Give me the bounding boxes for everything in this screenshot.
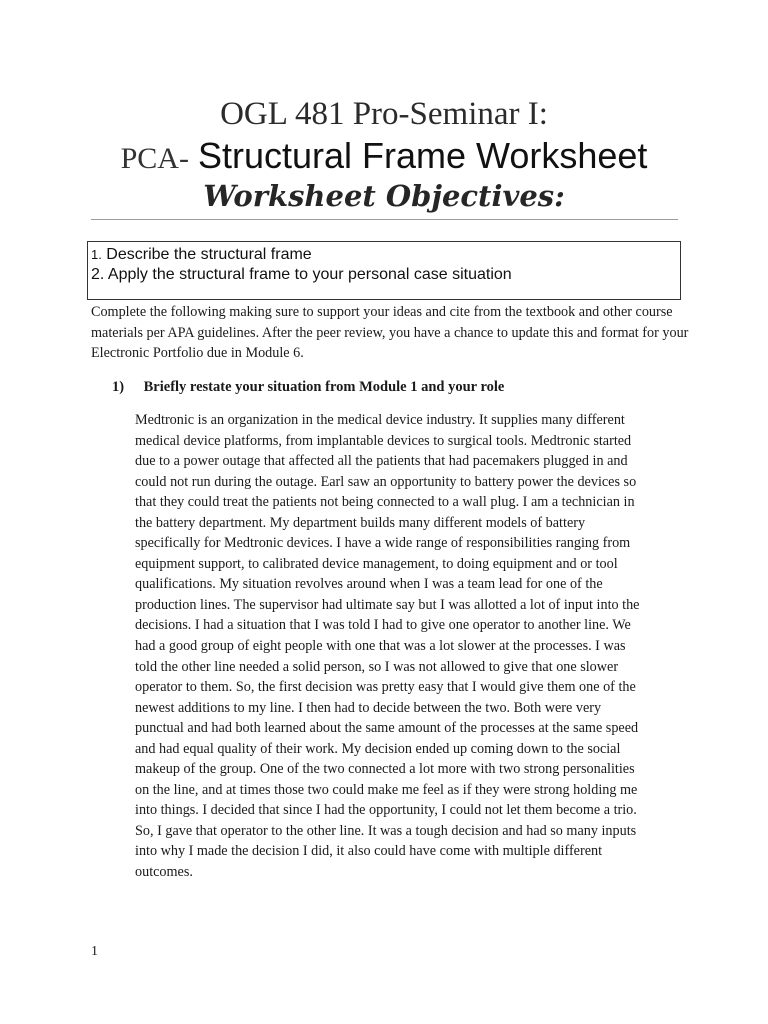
- objective-number: 2.: [91, 266, 105, 283]
- answer-line: into things. I decided that since I had the opportunity, I could not let them become a trio.: [135, 802, 637, 819]
- answer-line: specifically for Medtronic devices. I have a wide range of responsibilities ranging from: [135, 535, 631, 552]
- answer-line: equipment support, to calibrated device management, to doing equipment and or tool: [135, 555, 618, 572]
- answer-line: medical device platforms, from implantable devices to surgical tools. Medtronic started: [135, 432, 632, 449]
- objective-text: Apply the structural frame to your personal case situation: [107, 266, 512, 283]
- answer-line: Medtronic is an organization in the medical device industry. It supplies many different: [135, 412, 625, 428]
- objectives-box: [87, 241, 681, 300]
- objective-item: [91, 265, 680, 285]
- worksheet-title-text: Structural Frame Worksheet: [197, 135, 648, 176]
- answer-paragraph: [135, 410, 675, 883]
- answer-line: production lines. The supervisor had ultimate say but I was allotted a lot of input into the: [135, 596, 640, 613]
- worksheet-title: [0, 136, 768, 179]
- answer-line: operator to them. So, the first decision was pretty easy that I would give them one of the: [135, 679, 636, 696]
- answer-line: due to a power outage that affected all the patients that had pacemakers plugged in and: [135, 453, 628, 470]
- objective-text: Describe the structural frame: [106, 246, 312, 263]
- answer-line: decisions. I had a situation that I was told I had to give one operator to another line. We: [135, 617, 631, 634]
- answer-line: on the line, and at times those two could make me feel as if they were strong holding me: [135, 781, 638, 798]
- course-title: OGL 481 Pro-Seminar I:: [220, 96, 548, 132]
- answer-line: could not run during the outage. Earl saw an opportunity to battery power the devices so: [135, 473, 637, 490]
- objective-number: 1.: [91, 247, 102, 262]
- answer-line: So, I gave that operator to the other line. It was a tough decision and had so many inputs: [135, 822, 637, 839]
- heading-divider: [91, 219, 678, 220]
- answer-line: newest additions to my line. I then had to decide between the two. Both were very: [135, 699, 602, 716]
- answer-line: qualifications. My situation revolves around when I was a team lead for one of the: [135, 576, 603, 593]
- worksheet-prefix: PCA-: [120, 142, 189, 175]
- answer-line: and had equal quality of their work. My decision ended up coming down to the social: [135, 740, 621, 757]
- question-heading: [112, 377, 712, 397]
- answer-line: told the other line needed a solid person, so I was not allowed to give that one slower: [135, 658, 619, 675]
- answer-line: that they could treat the patients not being connected to a wall plug. I am a technician in: [135, 494, 635, 511]
- answer-line: outcomes.: [135, 864, 193, 881]
- answer-line: makeup of the group. One of the two connected a lot more with two strong personalities: [135, 761, 635, 778]
- answer-line: the battery department. My department builds many different models of battery: [135, 514, 586, 531]
- page-number: 1: [91, 944, 98, 959]
- objective-item: [91, 245, 680, 265]
- objectives-heading: Worksheet Objectives:: [203, 179, 565, 213]
- answer-line: into why I made the decision I did, it also could have come with multiple different: [135, 843, 603, 860]
- question-number: 1): [112, 379, 125, 395]
- question-text: Briefly restate your situation from Module 1 and your role: [143, 379, 505, 395]
- instructions-paragraph: Complete the following making sure to support your ideas and cite from the textbook and other course materials per APA guidelines. After the peer review, you have a chance to update this and format for your Electronic Portfolio due in Module 6.: [91, 304, 689, 361]
- answer-line: punctual and had both learned about the same amount of the processes at the same speed: [135, 720, 639, 737]
- answer-line: had a good group of eight people with one that was a lot slower at the processes. I was: [135, 638, 626, 655]
